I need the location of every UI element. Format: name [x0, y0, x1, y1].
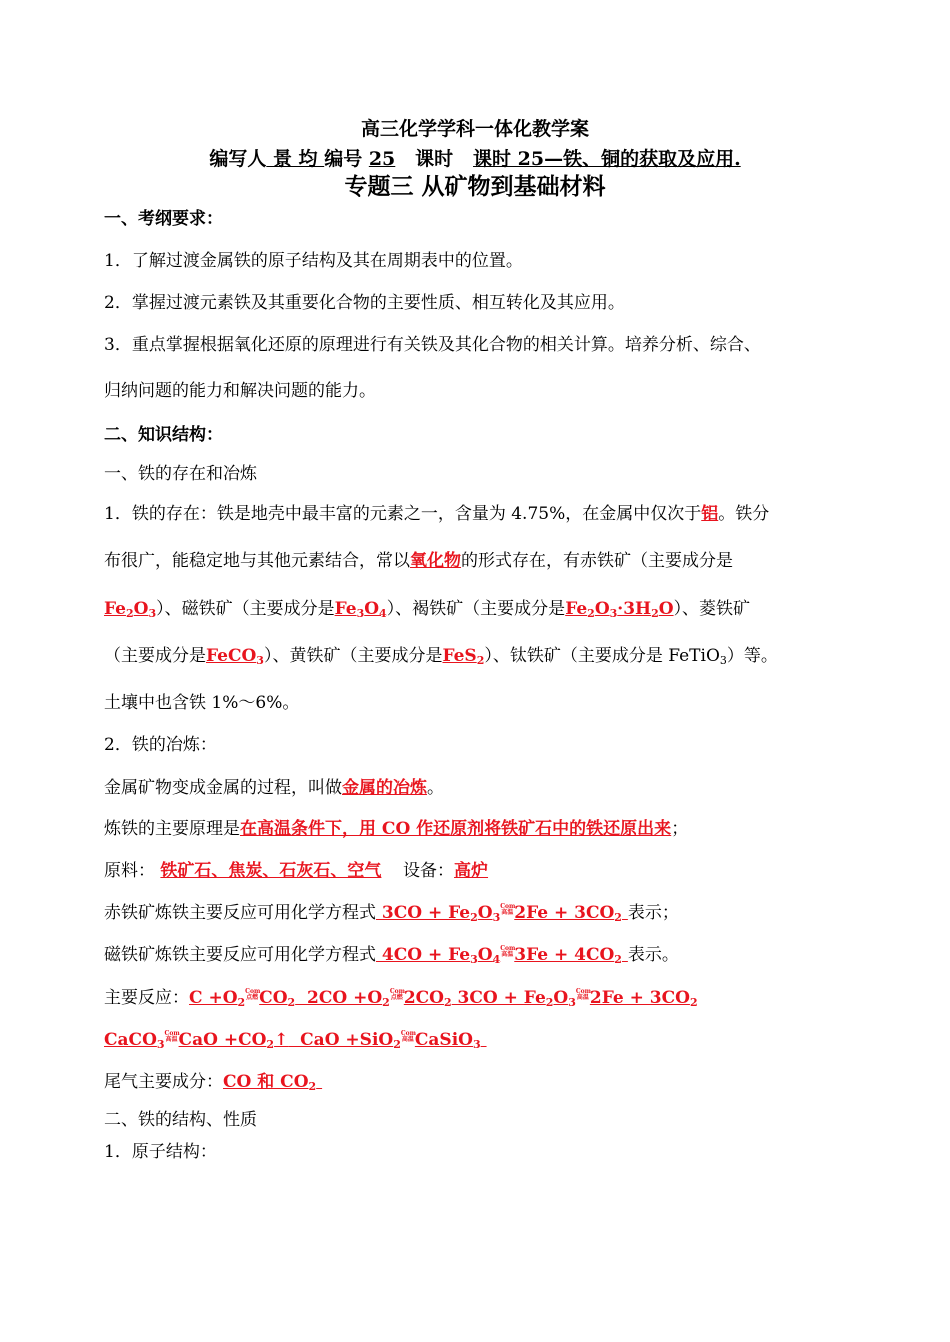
answer-equation: $3CO + Fe_2O_3Com$ 高温$2Fe + 3CO_2$ [376, 903, 622, 924]
paragraph-line: 磁铁矿炼铁主要反应可用化学方程式 $4CO + Fe_3O_4Com$ 高温$3Fe + 4CO_2$ 表示。 [104, 945, 679, 966]
reaction-condition-mark: Com 点燃 [389, 988, 405, 1001]
paragraph-line: 土壤中也含铁 1%～6%。 [104, 693, 300, 713]
requirement-item: 2．掌握过渡元素铁及其重要化合物的主要性质、相互转化及其应用。 [104, 293, 625, 313]
paragraph-line: $Fe_2O_3$）、磁铁矿（主要成分是$Fe_3O_4$）、褐铁矿（主要成分是$Fe_2O_3\cdot 3H_2O$）、菱铁矿 [104, 599, 751, 620]
answer-blank: 金属的冶炼 [342, 778, 427, 798]
reaction-condition-mark: Com 高温 [575, 988, 592, 1001]
answer-formula: FeCO$_3$ [206, 646, 264, 667]
document-title: 高三化学学科一体化教学案 [360, 118, 589, 140]
topic-title: 专题三 从矿物到基础材料 [344, 173, 606, 200]
subsection-heading: 二、铁的结构、性质 [104, 1110, 257, 1130]
class-label: 课时 [415, 148, 454, 170]
number-value: 25 [368, 148, 396, 170]
answer-formula: $Fe_3O_4$ [334, 599, 387, 620]
answer-blank: 在高温条件下，用 CO 作还原剂将铁矿石中的铁还原出来 [240, 819, 672, 839]
paragraph-line [104, 1029, 850, 1051]
paragraph-line: 布很广，能稳定地与其他元素结合，常以氧化物的形式存在，有赤铁矿（主要成分是 [104, 551, 733, 571]
requirement-item: 3．重点掌握根据氧化还原的原理进行有关铁及其化合物的相关计算。培养分析、综合、 [104, 335, 761, 355]
paragraph-line: （主要成分是FeCO$_3$）、黄铁矿（主要成分是FeS$_2$）、钛铁矿（主要成分是 FeTiO$_3$）等。 [104, 646, 778, 667]
paragraph-line: 原料： 铁矿石、焦炭、石灰石、空气 设备：高炉 [104, 861, 489, 881]
reaction-condition-mark: Com 高温 [400, 1030, 417, 1043]
answer-formula: $Fe_2O_3\cdot 3H_2O$ [565, 599, 674, 620]
paragraph-iron-existence: 1．铁的存在：铁是地壳中最丰富的元素之一，含量为 4.75%，在金属中仅次于铝。铁分 [104, 504, 770, 524]
paragraph-line: 主要反应：$C +O_2Com$ 点燃$CO_2$ $2CO +O_2Com$ 点燃$2CO_2$ $3CO + Fe_2O_3Com$ 高温$2Fe + 3CO_2$ [104, 988, 698, 1009]
requirement-item: 1．了解过渡金属铁的原子结构及其在周期表中的位置。 [104, 251, 523, 271]
reaction-condition-mark: Com 高温 [164, 1030, 180, 1043]
paragraph-line: 1．原子结构： [104, 1142, 217, 1162]
reaction-condition-mark: Com 点燃 [245, 988, 261, 1001]
answer-equation: CaCO$_3$Com 高温CaO $+CO_2↑$ CaO +SiO$_2$Com 高温CaSiO$_3$ [104, 1030, 481, 1051]
paragraph-line: 尾气主要成分：CO 和 $CO_2$ [104, 1071, 850, 1093]
class-title: 课时 25—铁、铜的获取及应用. [473, 148, 741, 170]
reaction-condition-mark: Com 高温 [500, 945, 516, 958]
answer-blank: 铝 [701, 504, 719, 524]
answer-blank: 氧化物 [410, 551, 461, 571]
answer-equation: $C +O_2Com$ 点燃$CO_2$ $2CO +O_2Com$ 点燃$2CO_2$ $3CO + Fe_2O_3Com$ 高温$2Fe + 3CO_2$ [189, 988, 698, 1009]
reaction-condition-mark: Com 高温 [500, 903, 516, 916]
author-label: 编写人 [209, 148, 267, 170]
answer-formula: $Fe_2O_3$ [104, 599, 157, 620]
author-name: 景 均 [266, 148, 325, 170]
answer-formula: FeS$_2$ [442, 646, 485, 667]
requirement-item: 归纳问题的能力和解决问题的能力。 [104, 381, 376, 401]
answer-blank: 高炉 [454, 861, 489, 881]
section-heading-knowledge: 二、知识结构： [104, 425, 223, 445]
paragraph-line: 赤铁矿炼铁主要反应可用化学方程式 $3CO + Fe_2O_3Com$ 高温$2Fe + 3CO_2$ 表示； [104, 903, 679, 924]
subsection-heading: 一、铁的存在和冶炼 [104, 464, 257, 484]
number-label: 编号 [324, 148, 363, 170]
answer-blank: CO 和 $CO_2$ [223, 1072, 317, 1093]
paragraph-line: 金属矿物变成金属的过程，叫做金属的冶炼。 [104, 778, 444, 798]
paragraph-line: 2．铁的冶炼： [104, 735, 217, 755]
paragraph-line: 炼铁的主要原理是在高温条件下，用 CO 作还原剂将铁矿石中的铁还原出来； [104, 819, 689, 839]
answer-equation: $4CO + Fe_3O_4Com$ 高温$3Fe + 4CO_2$ [376, 945, 622, 966]
section-heading-requirements: 一、考纲要求： [104, 209, 223, 229]
header-meta-line [0, 148, 950, 170]
answer-blank: 铁矿石、焦炭、石灰石、空气 [160, 861, 382, 881]
